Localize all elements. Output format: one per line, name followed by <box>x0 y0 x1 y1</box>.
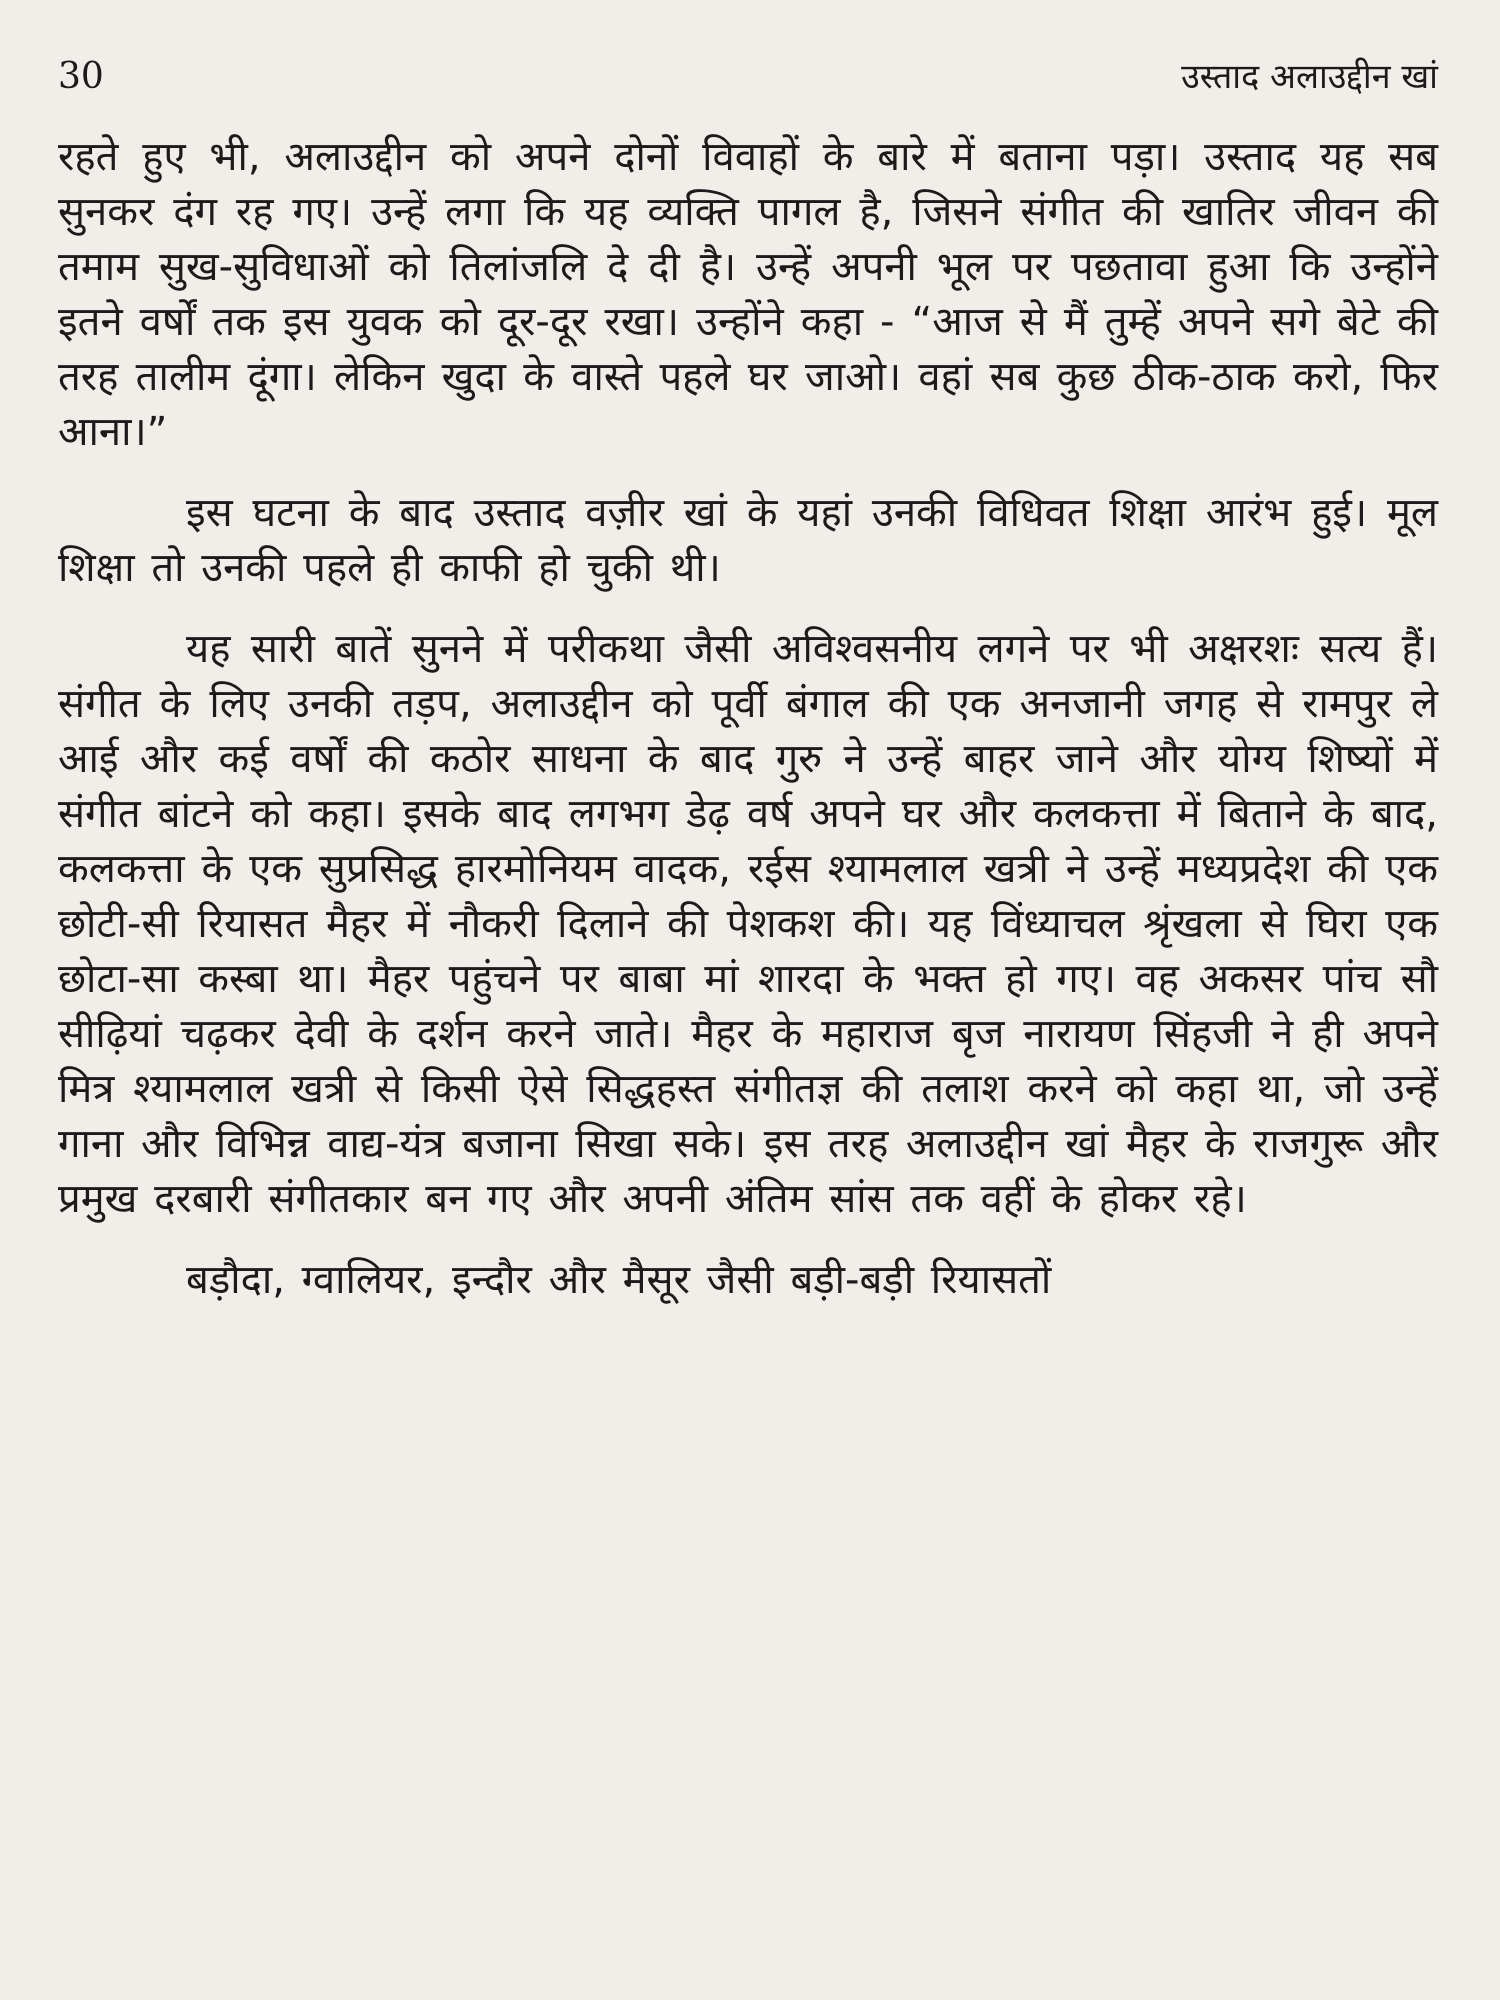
paragraph-4: बड़ौदा, ग्वालियर, इन्दौर और मैसूर जैसी बड़ी-बड़ी रियासतों <box>186 1257 1052 1303</box>
body-text <box>58 130 1438 1308</box>
paragraph-1: रहते हुए भी, अलाउद्दीन को अपने दोनों विवाहों के बारे में बताना पड़ा। उस्ताद यह सब सुनकर दंग रह गए। उन्हें लगा कि यह व्यक्ति पागल है, जिसने संगीत की खातिर जीवन की तमाम सुख-सुविधाओं को तिलांजलि दे दी है। उन्हें अपनी भूल पर पछतावा हुआ कि उन्होंने इतने वर्षों तक इस युवक को दूर-दूर रखा। उन्होंने कहा - “आज से मैं तुम्हें अपने सगे बेटे की तरह तालीम दूंगा। लेकिन खुदा के वास्ते पहले घर जाओ। वहां सब कुछ ठीक-ठाक करो, फिर आना।” <box>58 134 1438 455</box>
page-number: 30 <box>58 56 104 97</box>
running-title: उस्ताद अलाउद्दीन खां <box>1181 57 1438 97</box>
paragraph-3: यह सारी बातें सुनने में परीकथा जैसी अविश्वसनीय लगने पर भी अक्षरशः सत्य हैं। संगीत के लिए उनकी तड़प, अलाउद्दीन को पूर्वी बंगाल की एक अनजानी जगह से रामपुर ले आई और कई वर्षों की कठोर साधना के बाद गुरु ने उन्हें बाहर जाने और योग्य शिष्यों में संगीत बांटने को कहा। इसके बाद लगभग डेढ़ वर्ष अपने घर और कलकत्ता में बिताने के बाद, कलकत्ता के एक सुप्रसिद्ध हारमोनियम वादक, रईस श्यामलाल खत्री ने उन्हें मध्यप्रदेश की एक छोटी-सी रियासत मैहर में नौकरी दिलाने की पेशकश की। यह विंध्याचल श्रृंखला से घिरा एक छोटा-सा कस्बा था। मैहर पहुंचने पर बाबा मां शारदा के भक्त हो गए। वह अकसर पांच सौ सीढ़ियां चढ़कर देवी के दर्शन करने जाते। मैहर के महाराज बृज नारायण सिंहजी ने ही अपने मित्र श्यामलाल खत्री से किसी ऐसे सिद्धहस्त संगीतज्ञ की तलाश करने को कहा था, जो उन्हें गाना और विभिन्न वाद्य-यंत्र बजाना सिखा सके। इस तरह अलाउद्दीन खां मैहर के राजगुरू और प्रमुख दरबारी संगीतकार बन गए और अपनी अंतिम सांस तक वहीं के होकर रहे। <box>58 626 1438 1222</box>
paragraph-2: इस घटना के बाद उस्ताद वज़ीर खां के यहां उनकी विधिवत शिक्षा आरंभ हुई। मूल शिक्षा तो उनकी पहले ही काफी हो चुकी थी। <box>58 490 1438 591</box>
running-header <box>58 52 1438 108</box>
